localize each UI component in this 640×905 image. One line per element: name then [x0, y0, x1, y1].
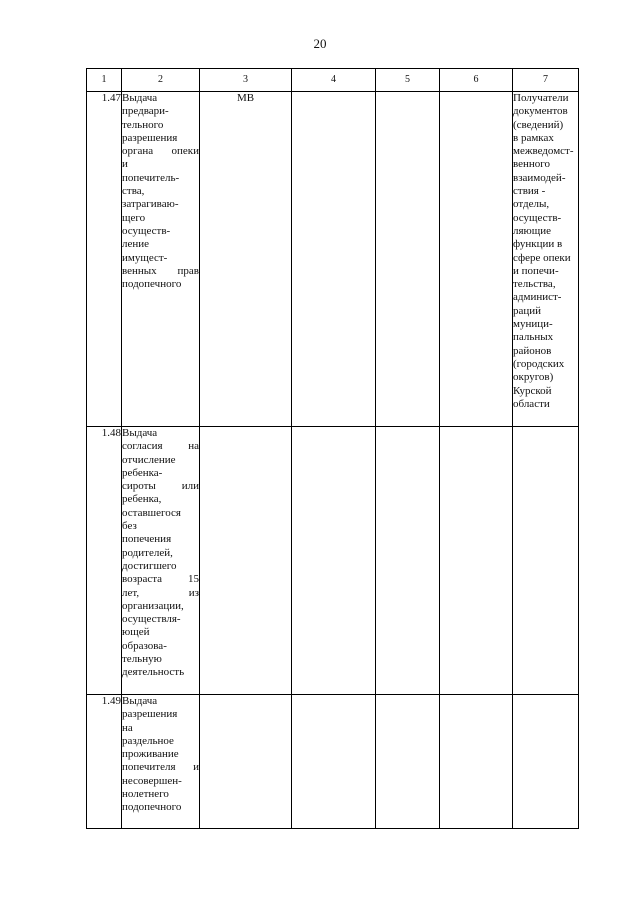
cell-line: тельного [122, 118, 164, 131]
table-header-cell: 6 [440, 69, 513, 92]
cell-line: отделы, [513, 198, 550, 211]
recipients-cell [513, 92, 579, 427]
cell-line: имущест- [122, 251, 168, 264]
cell-line: сироты или [122, 480, 199, 493]
cell-line: ющей [122, 626, 150, 639]
cell-line: венных прав [122, 264, 199, 277]
cell-line: взаимодей- [513, 171, 566, 184]
cell-line: ляющие [513, 224, 552, 237]
service-name-cell [122, 427, 200, 695]
col6-cell [440, 92, 513, 427]
cell-line: документов [513, 105, 568, 118]
cell-line: попечителя и [122, 761, 199, 774]
service-name-cell [122, 92, 200, 427]
col5-cell [376, 92, 440, 427]
cell-line: и попечи- [513, 264, 559, 277]
cell-line: нолетнего [122, 788, 169, 801]
col4-cell [292, 92, 376, 427]
cell-line: админист- [513, 291, 562, 304]
col3-cell [200, 695, 292, 829]
cell-line: попечения [122, 533, 172, 546]
cell-line: муници- [513, 318, 553, 331]
cell-line: в рамках [513, 131, 554, 144]
cell-line: возраста 15 [122, 573, 199, 586]
cell-line: Выдача [122, 92, 158, 104]
cell-line: подопечного [122, 801, 182, 814]
cell-line: на [122, 721, 133, 734]
cell-line: тельную [122, 653, 162, 666]
table-header-cell: 4 [292, 69, 376, 92]
cell-line: попечитель- [122, 171, 180, 184]
cell-line: венного [513, 158, 551, 171]
cell-line: подопечного [122, 278, 182, 291]
cell-line: отчисление [122, 453, 176, 466]
table-header-cell: 7 [513, 69, 579, 92]
cell-line: ства, [122, 185, 145, 198]
cell-line: осуществ- [513, 211, 562, 224]
cell-line: органа опеки [122, 145, 199, 158]
cell-line: осуществ- [122, 224, 171, 237]
table-header-cell: 1 [87, 69, 122, 92]
cell-line: пальных [513, 331, 554, 344]
cell-line: области [513, 397, 550, 410]
col6-cell [440, 695, 513, 829]
cell-line: районов [513, 344, 552, 357]
cell-line: предвари- [122, 105, 169, 118]
cell-line: лет, из [122, 586, 199, 599]
col5-cell [376, 427, 440, 695]
cell-line: межведомст- [513, 145, 574, 158]
col5-cell [376, 695, 440, 829]
cell-line: Выдача [122, 695, 158, 707]
recipients-cell [513, 695, 579, 829]
table-header-cell: 5 [376, 69, 440, 92]
cell-line: тельства, [513, 278, 556, 291]
cell-line: функции в [513, 238, 563, 251]
cell-line: достигшего [122, 559, 177, 572]
table-header-cell: 2 [122, 69, 200, 92]
col3-cell: МВ [200, 92, 292, 427]
cell-line: ребенка- [122, 466, 163, 479]
row-number: 1.47 [87, 92, 122, 427]
cell-line: ление [122, 238, 150, 251]
cell-line: сфере опеки [513, 251, 571, 264]
cell-line: (сведений) [513, 118, 564, 131]
page-number: 20 [313, 36, 327, 51]
cell-line: проживание [122, 748, 179, 761]
cell-line: без [122, 520, 137, 533]
service-name-cell [122, 695, 200, 829]
col3-cell [200, 427, 292, 695]
table-row [87, 92, 579, 427]
cell-line: разрешения [122, 131, 178, 144]
table-row [87, 427, 579, 695]
cell-line: щего [122, 211, 146, 224]
cell-line: согласия на [122, 440, 199, 453]
cell-line: осуществля- [122, 613, 181, 626]
cell-line: ребенка, [122, 493, 162, 506]
cell-line: организации, [122, 599, 184, 612]
cell-line: образова- [122, 639, 167, 652]
cell-line: раздельное [122, 734, 174, 747]
cell-line: округов) [513, 371, 554, 384]
cell-line: (городских [513, 357, 565, 370]
cell-line: несовершен- [122, 774, 182, 787]
cell-line: деятельность [122, 666, 185, 679]
table-row [87, 695, 579, 829]
col4-cell [292, 427, 376, 695]
recipients-cell [513, 427, 579, 695]
cell-line: раций [513, 304, 542, 317]
cell-line: затрагиваю- [122, 198, 179, 211]
table-header-row [87, 69, 579, 92]
table-header-cell: 3 [200, 69, 292, 92]
cell-line: оставшегося [122, 506, 181, 519]
cell-line: Выдача [122, 427, 158, 439]
cell-line: и [122, 158, 128, 171]
cell-line: Получатели [513, 92, 569, 104]
services-table [86, 68, 579, 829]
row-number: 1.48 [87, 427, 122, 695]
cell-line: родителей, [122, 546, 173, 559]
cell-line: Курской [513, 384, 552, 397]
cell-line: разрешения [122, 708, 178, 721]
row-number: 1.49 [87, 695, 122, 829]
col6-cell [440, 427, 513, 695]
col4-cell [292, 695, 376, 829]
cell-line: ствия - [513, 185, 546, 198]
